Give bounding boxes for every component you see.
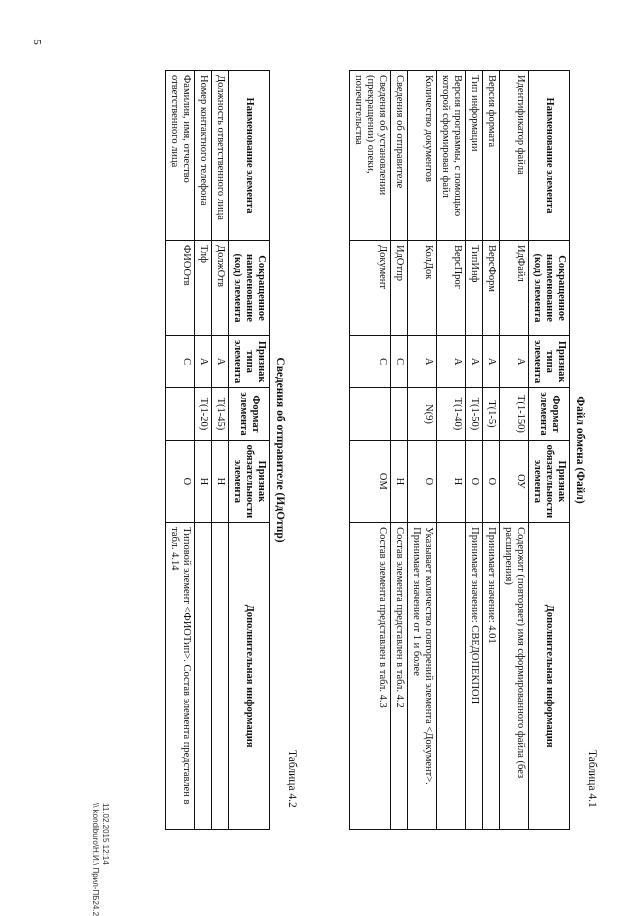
cell: Количество документов: [408, 71, 437, 241]
cell: Н: [212, 440, 229, 523]
cell: ТипИнф: [466, 241, 483, 336]
table-row: [195, 71, 212, 830]
cell: Тип информации: [466, 71, 483, 241]
table-row: [466, 71, 483, 830]
header-type: Признак типа элемента: [529, 336, 570, 388]
cell: Должность ответственного лица: [212, 71, 229, 241]
header-required: Признак обязательности элемента: [229, 440, 270, 523]
cell: О: [408, 440, 437, 523]
header-format: Формат элемента: [229, 388, 270, 440]
table-row: [500, 71, 529, 830]
table-row: [483, 71, 500, 830]
table-row: [212, 71, 229, 830]
cell: С: [350, 336, 391, 388]
cell: А: [466, 336, 483, 388]
header-type: Признак типа элемента: [229, 336, 270, 388]
table-4-2-caption: Таблица 4.2: [286, 750, 298, 808]
header-element-name: Наименование элемента: [229, 71, 270, 241]
header-code: Сокращенное наименование (код) элемента: [229, 241, 270, 336]
table-row: [350, 71, 391, 830]
cell: Состав элемента представлен в табл. 4.2: [391, 523, 408, 830]
cell: Содержит (повторяет) имя сформированного файла (без расширения): [500, 523, 529, 830]
table-row: [437, 71, 466, 830]
cell: О: [166, 440, 195, 523]
page-number: 5: [30, 39, 43, 45]
cell: ФИООтв: [166, 241, 195, 336]
footer-path: \\ kondiburo\Н.И.\ Прил-ПБ24.2: [91, 803, 100, 916]
cell: Н: [195, 440, 212, 523]
cell: ИдФайл: [500, 241, 529, 336]
cell: [350, 388, 391, 440]
cell: Номер контактного телефона: [195, 71, 212, 241]
cell: Версия программы, с помощью которой сформирован файл: [437, 71, 466, 241]
cell: Н: [437, 440, 466, 523]
cell: Т(1-150): [500, 388, 529, 440]
cell: А: [212, 336, 229, 388]
cell: Типовой элемент <ФИОТип>. Состав элемента представлен в табл. 4.14: [166, 523, 195, 830]
cell: ВерсПрог: [437, 241, 466, 336]
header-element-name: Наименование элемента: [529, 71, 570, 241]
cell: А: [195, 336, 212, 388]
page-content: [40, 30, 600, 860]
cell: Т(1-50): [466, 388, 483, 440]
cell: Т(1-5): [483, 388, 500, 440]
table-row: [166, 71, 195, 830]
table-header-row: [529, 71, 570, 830]
header-info: Дополнительная информация: [529, 523, 570, 830]
cell: Т(1-40): [437, 388, 466, 440]
cell: ДолжОтв: [212, 241, 229, 336]
cell: [166, 388, 195, 440]
cell: ВерсФорм: [483, 241, 500, 336]
cell: ОУ: [500, 440, 529, 523]
cell: Тлф: [195, 241, 212, 336]
cell: С: [166, 336, 195, 388]
cell: А: [483, 336, 500, 388]
cell: Н: [391, 440, 408, 523]
cell: [195, 523, 212, 830]
cell: Принимает значение: 4.01: [483, 523, 500, 830]
cell: Версия формата: [483, 71, 500, 241]
cell: [391, 388, 408, 440]
header-format: Формат элемента: [529, 388, 570, 440]
cell: Принимает значение: СВЕДОПЕКПОП: [466, 523, 483, 830]
cell: Указывает количество повторений элемента <Документ>. Принимает значение от 1 и более: [408, 523, 437, 830]
table-row: [408, 71, 437, 830]
table-4-1-caption: Таблица 4.1: [586, 750, 598, 808]
footer-timestamp: 11.02.2015 12:14: [101, 803, 110, 865]
cell: Сведения об отправителе: [391, 71, 408, 241]
cell: О: [466, 440, 483, 523]
cell: [212, 523, 229, 830]
cell: Сведения об установлении (прекращении) опеки, попечительства: [350, 71, 391, 241]
table-header-row: [229, 71, 270, 830]
header-code: Сокращенное наименование (код) элемента: [529, 241, 570, 336]
cell: О: [483, 440, 500, 523]
cell: А: [500, 336, 529, 388]
table-4-1: [349, 70, 570, 830]
cell: [437, 523, 466, 830]
header-info: Дополнительная информация: [229, 523, 270, 830]
cell: Документ: [350, 241, 391, 336]
cell: Состав элемента представлен в табл. 4.3: [350, 523, 391, 830]
cell: А: [437, 336, 466, 388]
header-required: Признак обязательности элемента: [529, 440, 570, 523]
cell: Т(1-45): [212, 388, 229, 440]
table-4-1-title: Файл обмена (Файл): [574, 396, 586, 504]
cell: Фамилия, имя, отчество ответственного лица: [166, 71, 195, 241]
table-4-2-title: Сведения об отправителе (ИдОтпр): [274, 357, 286, 543]
table-4-2: [165, 70, 270, 830]
cell: А: [408, 336, 437, 388]
cell: ИдОтпр: [391, 241, 408, 336]
cell: N(9): [408, 388, 437, 440]
cell: Идентификатор файла: [500, 71, 529, 241]
cell: ОМ: [350, 440, 391, 523]
cell: КолДок: [408, 241, 437, 336]
table-row: [391, 71, 408, 830]
cell: Т(1-20): [195, 388, 212, 440]
cell: С: [391, 336, 408, 388]
